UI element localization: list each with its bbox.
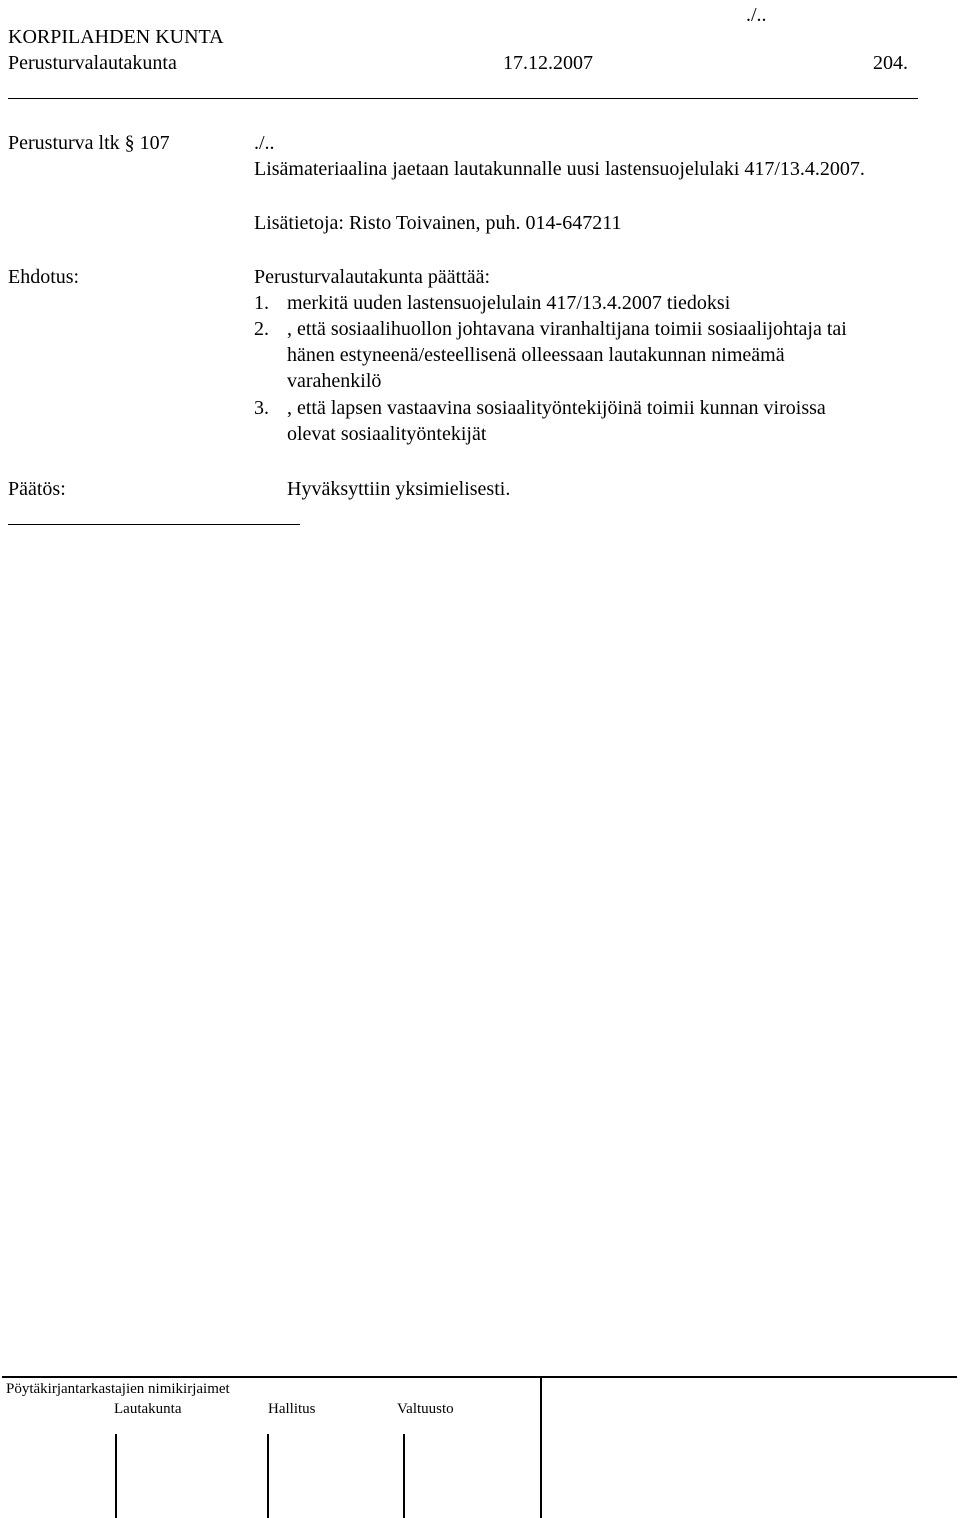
proposal-item-number: 2. [254, 318, 269, 340]
proposal-item-number: 3. [254, 397, 269, 419]
signature-line-lautakunta [115, 1434, 117, 1518]
proposal-label: Ehdotus: [8, 266, 80, 288]
page-number: 204. [873, 52, 908, 74]
section-reference [8, 130, 170, 156]
proposal-item-number: 1. [254, 292, 269, 314]
proposal-intro: Perusturvalautakunta päättää: [254, 266, 491, 288]
footer-column-valtuusto: Valtuusto [397, 1401, 454, 1417]
footer-divider-line [540, 1376, 542, 1518]
footer-column-hallitus: Hallitus [268, 1401, 316, 1417]
section-number: 107 [139, 132, 170, 154]
signature-line-hallitus [267, 1434, 269, 1518]
meeting-date: 17.12.2007 [503, 52, 593, 74]
footer-title: Pöytäkirjantarkastajien nimikirjaimet [6, 1381, 230, 1397]
section-symbol: § [124, 132, 135, 154]
committee-name: Perusturvalautakunta [8, 52, 177, 74]
decision-text: Hyväksyttiin yksimielisesti. [287, 478, 511, 500]
section-continuation-mark: ./.. [254, 132, 275, 154]
proposal-item-text: merkitä uuden lastensuojelulain 417/13.4.2007 tiedoksi [287, 292, 731, 314]
decision-label: Päätös: [8, 478, 66, 500]
proposal-item-text: hänen estyneenä/esteellisenä olleessaan lautakunnan nimeämä [287, 344, 785, 366]
header-divider [8, 98, 918, 99]
proposal-item-text: , että lapsen vastaavina sosiaalityöntekijöinä toimii kunnan viroissa [287, 397, 826, 419]
header-continuation-mark: ./.. [746, 4, 767, 26]
proposal-item-text: olevat sosiaalityöntekijät [287, 423, 487, 445]
municipality-name: KORPILAHDEN KUNTA [8, 26, 224, 48]
footer-column-lautakunta: Lautakunta [114, 1401, 182, 1417]
signature-line-valtuusto [403, 1434, 405, 1518]
section-ref-label: Perusturva ltk [8, 132, 120, 154]
proposal-item-text: , että sosiaalihuollon johtavana viranhaltijana toimii sosiaalijohtaja tai [287, 318, 847, 340]
section-paragraph-2: Lisätietoja: Risto Toivainen, puh. 014-647211 [254, 212, 622, 234]
proposal-item-text: varahenkilö [287, 370, 382, 392]
section-end-rule [8, 524, 300, 525]
footer-top-rule [2, 1376, 957, 1378]
section-paragraph-1: Lisämateriaalina jaetaan lautakunnalle uusi lastensuojelulaki 417/13.4.2007. [254, 158, 865, 180]
